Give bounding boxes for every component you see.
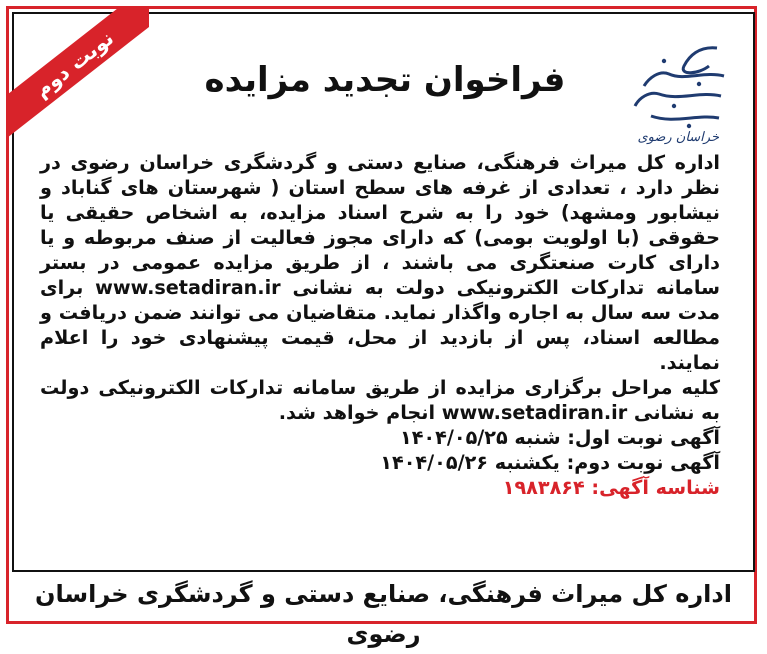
main-paragraph: اداره کل میراث فرهنگی، صنایع دستی و گردشگری خراسان رضوی در نظر دارد ، تعدادی از غرفه های سطح استان ( شهرستان های گناباد و نیشابور ومشهد) خود را به شرح اسناد مزایده، به اشخاص حقیقی یا حقوقی (با اولویت بومی) که دارای مجوز فعالیت از صنف مربوطه و یا دارای کارت صنعتگری می باشند ، از طریق مزایده عمومی در بستر سامانه تدارکات الکترونیکی دولت به نشانی www.setadiran.ir برای مدت سه سال به اجاره واگذار نماید. متقاضیان می توانند ضمن دریافت و مطالعه اسناد، پس از بازدید از محل، قیمت پیشنهادی خود را اعلام نمایند. <box>40 151 721 374</box>
ribbon-area <box>9 9 149 139</box>
second-notice-date: آگهی نوبت دوم: یکشنبه ۱۴۰۴/۰۵/۲۶ <box>380 451 720 474</box>
page-title: فراخوان تجدید مزایده <box>204 60 566 100</box>
system-paragraph: کلیه مراحل برگزاری مزایده از طریق سامانه تدارکات الکترونیکی دولت به نشانی www.setadiran.ir انجام خواهد شد. <box>40 376 720 424</box>
ministry-logo-icon <box>629 36 729 136</box>
logo-caption: خراسان رضوی <box>637 130 719 145</box>
notice-id: شناسه آگهی: ۱۹۸۳۸۶۴ <box>502 476 720 499</box>
footer-organization: اداره کل میراث فرهنگی، صنایع دستی و گردشگری خراسان رضوی <box>35 580 732 648</box>
first-notice-date: آگهی نوبت اول: شنبه ۱۴۰۴/۰۵/۲۵ <box>400 426 720 449</box>
round-ribbon: نوبت دوم <box>9 9 149 139</box>
announcement-body <box>40 150 720 500</box>
